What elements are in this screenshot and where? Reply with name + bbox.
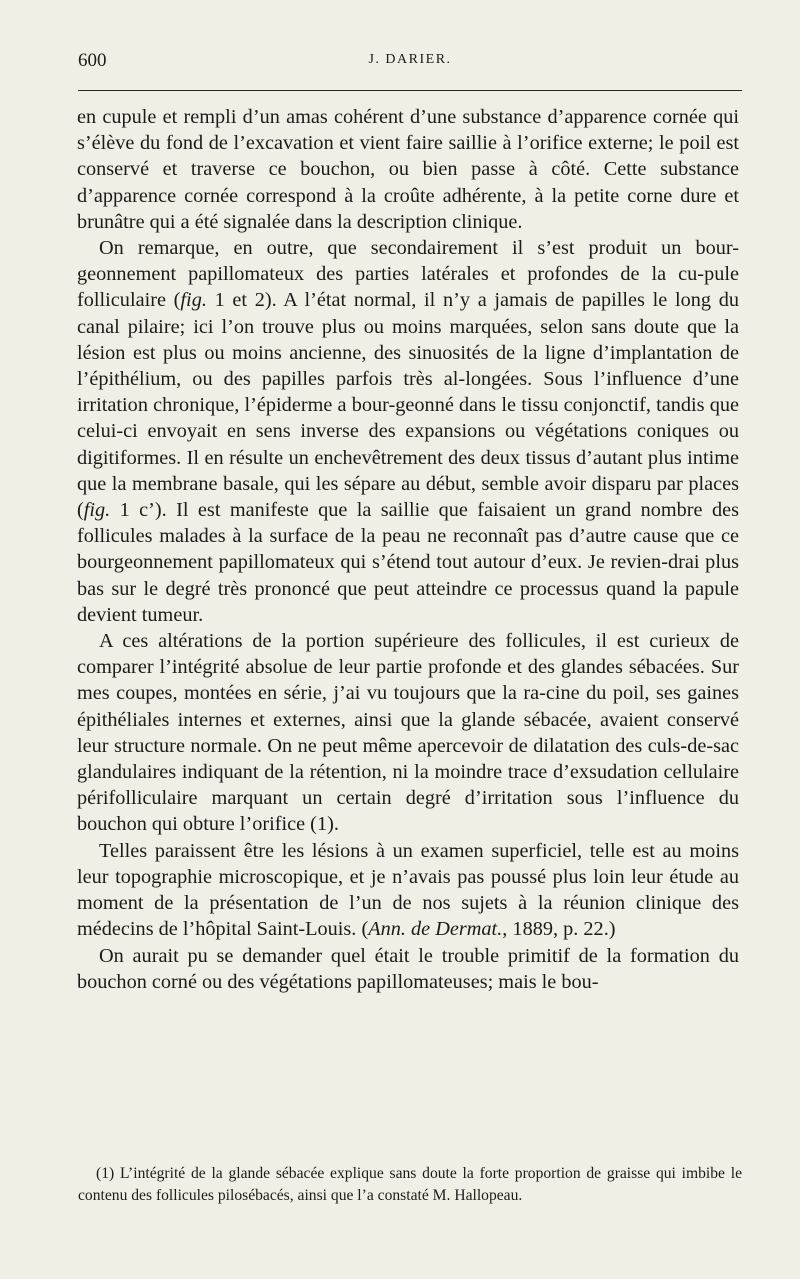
citation-title: Ann. de Dermat. bbox=[368, 918, 503, 941]
page-header bbox=[78, 50, 742, 72]
paragraph-2: On remarque, en outre, que secondairement il s’est produit un bour-geonnement papillomateux des parties latérales et profondes de la cu-pule folliculaire (fig. 1 et 2). A l’état normal, il n’y a jamais de papilles le long du canal pilaire; ici l’on trouve plus ou moins marquées, selon sans doute que la lésion est plus ou moins ancienne, des sinuosités de la ligne d’implantation de l’épithélium, ou des papilles parfois très al-longées. Sous l’influence d’une irritation chronique, l’épiderme a bour-geonné dans le tissu conjonctif, tandis que celui-ci envoyait en sens inverse des expansions ou végétations coniques ou digitiformes. Il en résulte un enchevêtrement des deux tissus d’autant plus intime que la membrane basale, qui les sépare au début, semble avoir disparu par places (fig. 1 c’). Il est manifeste que la saillie que faisaient un grand nombre des follicules malades à la surface de la peau ne reconnaît pas d’autre cause que ce bourgeonnement papillomateux qui s’étend tout autour d’eux. Je revien-drai plus bas sur le degré très prononcé que peut atteindre ce processus quand la papule devient tumeur. bbox=[77, 237, 740, 626]
paragraph-5: On aurait pu se demander quel était le trouble primitif de la formation du bouchon corné ou des végétations papillomateuses; mais le bou- bbox=[77, 944, 740, 993]
footnote: (1) L’intégrité de la glande sébacée explique sans doute la forte proportion de graisse qui imbibe le contenu des follicules pilosébacés, ainsi que l’a constaté M. Hallopeau. bbox=[78, 1165, 742, 1204]
body-text bbox=[77, 104, 739, 995]
paragraph-3: A ces altérations de la portion supérieure des follicules, il est curieux de comparer l’intégrité absolue de leur partie profonde et des glandes sébacées. Sur mes coupes, montées en série, j’ai vu toujours que la ra-cine du poil, ses gaines épithéliales internes et externes, ainsi que la glande sébacée, avaient conservé leur structure normale. On ne peut même apercevoir de dilatation des culs-de-sac glandulaires indiquant de la rétention, ni la moindre trace d’exsudation cellulaire périfolliculaire marquant un certain degré d’irritation sous l’influence du bouchon qui obture l’orifice (1). bbox=[77, 630, 740, 836]
figure-reference: fig. bbox=[180, 289, 207, 312]
paragraph-1: en cupule et rempli d’un amas cohérent d’une substance d’apparence cornée qui s’élève du fond de l’excavation et vient faire saillie à l’orifice externe; le poil est conservé et traverse ce bouchon, ou bien passe à côté. Cette substance d’apparence cornée correspond à la croûte adhérente, à la petite corne dure et brunâtre qui a été signalée dans la description clinique. bbox=[77, 106, 739, 233]
page-number: 600 bbox=[78, 50, 107, 71]
figure-reference: fig. bbox=[83, 499, 111, 522]
running-head: J. DARIER. bbox=[368, 52, 452, 67]
paragraph-4: Telles paraissent être les lésions à un examen superficiel, telle est au moins leur topographie microscopique, et je n’avais pas poussé plus loin leur étude au moment de la présentation de l’un de nos sujets à la réunion clinique des médecins de l’hôpital Saint-Louis. (Ann. de Dermat., 1889, p. 22.) bbox=[77, 839, 739, 941]
header-rule bbox=[78, 90, 742, 91]
